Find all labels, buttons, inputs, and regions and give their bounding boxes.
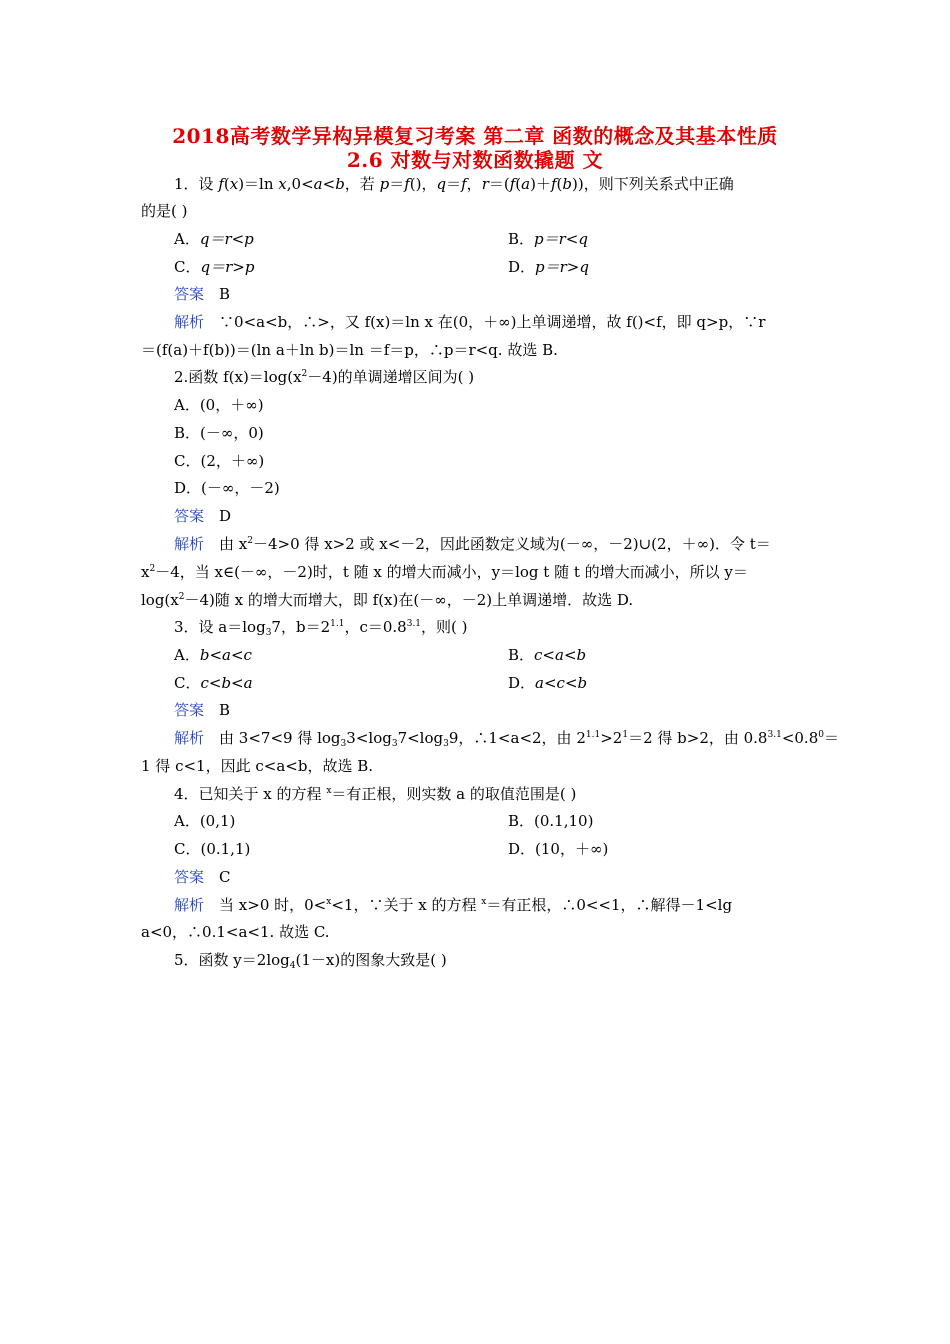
q4-option-d: D．(10，＋∞) [508,840,609,858]
q4-stem: 4．已知关于 x 的方程 $^x$＝有正根，则实数 a 的取值范围是( ) [174,785,577,803]
q3-stem: 3．设 $a=\log_37$，$b=2^{1.1}$，$c=0.8^{3.1}$，则( ) [174,618,468,638]
q3-option-b: B．c<a<b [508,646,587,664]
analysis-label: 解析 [174,729,205,747]
q2-option-a: A．(0，＋∞) [174,396,264,414]
q3-option-d: D．a<c<b [508,674,588,692]
analysis-label: 解析 [174,896,205,914]
q4-option-a: A．(0,1) [174,812,236,830]
q2-analysis-line3: $\log(x^2-4)$随 x 的增大而增大，即 f(x)在(－∞，－2)上单调递增．故选 D. [141,591,634,609]
q3-option-a: A．b<a<c [174,646,252,664]
q2-option-b: B．(－∞，0) [174,424,264,442]
answer-label: 答案 [174,507,205,525]
q3-analysis-line2: 1 得 c<1，因此 c<a<b，故选 B. [141,757,374,775]
q2-analysis-line1: 解析 由 $x^2-4>0$ 得 x>2 或 x<－2，因此函数定义域为(－∞，－2)∪(2，＋∞)．令 t＝ [174,535,771,553]
answer-label: 答案 [174,701,205,719]
q4-answer: 答案 C [174,868,231,886]
q2-option-d: D．(－∞，－2) [174,479,280,497]
q4-option-b: B．(0.1,10) [508,812,594,830]
q4-analysis-line1: 解析 当 x>0 时，0<$^x$<1，∵关于 x 的方程 $^x$＝有正根，∴0<<1，∴解得－1<lg [174,896,733,914]
q2-answer: 答案 D [174,507,232,525]
document-subtitle: 2.6 对数与对数函数撬题 文 [346,148,604,172]
answer-label: 答案 [174,868,205,886]
q1-option-c: C．q＝r>p [174,258,255,276]
q3-analysis-line1: 解析 由 3<7<9 得 $\log_33<\log_37<\log_39$，∴1<a<2，由 $2^{1.1}>2^1=2$ 得 b>2，由 $0.8^{3.1}<0.8^0=$ [174,729,839,749]
q4-analysis-line2: a<0，∴0.1<a<1. 故选 C. [141,923,330,941]
q3-answer: 答案 B [174,701,231,719]
q3-option-c: C．c<b<a [174,674,253,692]
q4-option-c: C．(0.1,1) [174,840,251,858]
q1-analysis-line2: ＝(f(a)＋f(b))＝(ln a＋ln b)＝ln ＝f＝p，∴p＝r<q. 故选 B. [141,341,558,359]
q1-answer: 答案 B [174,285,231,303]
q1-analysis-line1: 解析 ∵0<a<b，∴>，又 f(x)＝ln x 在(0，＋∞)上单调递增，故 f()<f，即 q>p，∵r [174,313,766,331]
q2-stem: 2.函数 $f(x)=\log(x^2-4)$的单调递增区间为( ) [174,368,475,386]
q5-stem: 5．函数 $y=2\log_4(1-x)$的图象大致是( ) [174,951,447,971]
q2-analysis-line2: $x^2-4$，当 x∈(－∞，－2)时，t 随 x 的增大而减小，y＝log t 随 t 的增大而减小，所以 y＝ [141,563,748,581]
document-title: 2018高考数学异构异模复习考案 第二章 函数的概念及其基本性质 [172,124,778,148]
q1-option-d: D．p＝r>q [508,258,589,276]
answer-label: 答案 [174,285,205,303]
q1-option-a: A．q＝r<p [174,230,254,248]
q1-stem-line2: 的是( ) [141,202,188,220]
analysis-label: 解析 [174,313,205,331]
q1-option-b: B．p＝r<q [508,230,588,248]
q1-stem-line1: 1．设 f(x)＝ln x,0<a<b，若 p＝f()，q＝f，r＝(f(a)＋f(b))，则下列关系式中正确 [174,175,734,193]
analysis-label: 解析 [174,535,205,553]
q2-option-c: C．(2，＋∞) [174,452,265,470]
